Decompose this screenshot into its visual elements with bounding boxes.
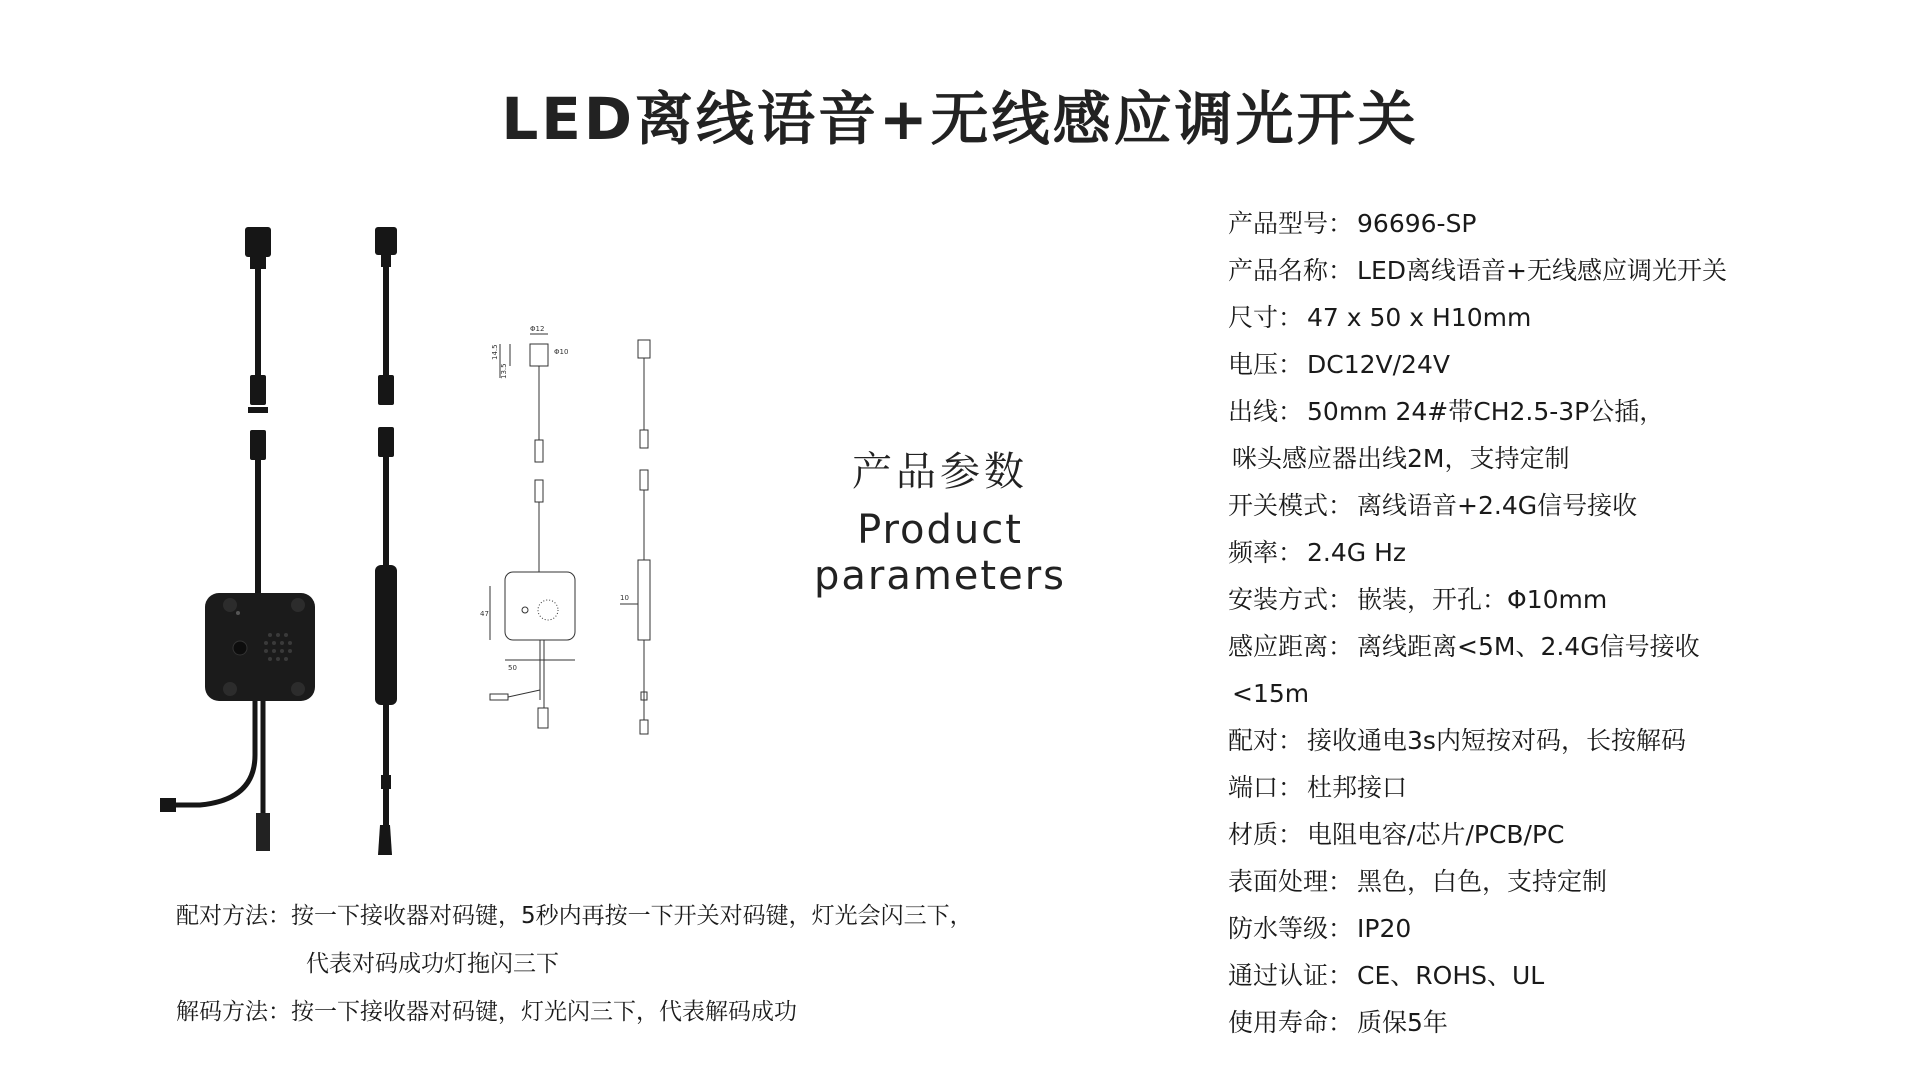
spec-row <box>1228 529 1828 576</box>
cable-left <box>245 227 271 607</box>
spec-value: 50mm 24#带CH2.5-3P公插， <box>1307 397 1665 426</box>
unpair-method-text: 按一下接收器对码键，灯光闪三下，代表解码成功 <box>291 999 797 1025</box>
spec-key: 产品名称： <box>1228 256 1354 285</box>
spec-value: <15m <box>1232 679 1310 708</box>
dim-13-5: 13.5 <box>500 363 508 379</box>
technical-drawing <box>470 320 700 750</box>
spec-key: 出线： <box>1228 397 1304 426</box>
spec-row <box>1228 858 1828 905</box>
spec-row <box>1228 764 1828 811</box>
unpair-method-label: 解码方法： <box>176 999 291 1025</box>
pair-method-row-2: 代表对码成功灯拖闪三下 <box>306 951 559 977</box>
spec-row <box>1228 999 1828 1046</box>
spec-row <box>1228 200 1828 247</box>
spec-row <box>1228 623 1828 670</box>
spec-key: 电压： <box>1228 350 1304 379</box>
pairing-instructions <box>176 892 1096 1036</box>
spec-value: 离线距离<5M、2.4G信号接收 <box>1357 632 1700 661</box>
dim-phi10: Φ10 <box>554 348 569 356</box>
spec-key: 材质： <box>1228 820 1304 849</box>
section-label <box>725 440 1155 599</box>
spec-value: 质保5年 <box>1357 1008 1448 1037</box>
spec-value: 嵌装，开孔：Φ10mm <box>1357 585 1608 614</box>
pair-method-row <box>176 892 1096 940</box>
spec-row <box>1228 294 1828 341</box>
spec-value: DC12V/24V <box>1307 350 1450 379</box>
dim-47: 47 <box>480 610 489 618</box>
spec-key: 表面处理： <box>1228 867 1354 896</box>
drawing-side-view <box>620 340 650 734</box>
page-title: LED离线语音+无线感应调光开关 <box>501 85 1419 153</box>
spec-value: 黑色，白色，支持定制 <box>1357 867 1608 896</box>
spec-key: 通过认证： <box>1228 961 1354 990</box>
spec-row <box>1228 388 1828 435</box>
box-wires <box>170 701 263 815</box>
spec-row <box>1228 341 1828 388</box>
spec-row <box>1228 905 1828 952</box>
spec-row <box>1228 435 1828 482</box>
spec-value: 离线语音+2.4G信号接收 <box>1357 491 1638 520</box>
receiver-box <box>205 593 315 701</box>
spec-value: LED离线语音+无线感应调光开关 <box>1357 256 1727 285</box>
spec-key: 安装方式： <box>1228 585 1354 614</box>
spec-key: 使用寿命： <box>1228 1008 1354 1037</box>
spec-value: 咪头感应器出线2M，支持定制 <box>1232 444 1570 473</box>
dim-10: 10 <box>620 594 629 602</box>
pair-method-label: 配对方法： <box>176 903 291 929</box>
cable-right <box>375 227 397 855</box>
section-label-cn: 产品参数 <box>852 449 1028 495</box>
drawing-front-view <box>490 334 575 728</box>
spec-row <box>1228 482 1828 529</box>
spec-value: CE、ROHS、UL <box>1357 961 1545 990</box>
spec-value: 电阻电容/芯片/PCB/PC <box>1307 820 1565 849</box>
spec-row <box>1228 952 1828 999</box>
spec-row <box>1228 717 1828 764</box>
spec-list <box>1228 200 1828 1046</box>
spec-key: 感应距离： <box>1228 632 1354 661</box>
spec-value: 接收通电3s内短按对码，长按解码 <box>1307 726 1686 755</box>
spec-key: 开关模式： <box>1228 491 1354 520</box>
spec-value: 47 x 50 x H10mm <box>1307 303 1532 332</box>
spec-key: 频率： <box>1228 538 1304 567</box>
dim-phi12: Φ12 <box>530 325 545 333</box>
spec-key: 防水等级： <box>1228 914 1354 943</box>
spec-value: 96696-SP <box>1357 209 1477 238</box>
spec-row <box>1228 576 1828 623</box>
spec-row <box>1228 670 1828 717</box>
spec-row <box>1228 247 1828 294</box>
spec-key: 配对： <box>1228 726 1304 755</box>
dim-50: 50 <box>508 664 517 672</box>
unpair-method-row <box>176 988 1096 1036</box>
spec-key: 尺寸： <box>1228 303 1304 332</box>
section-label-en: Product parameters <box>813 507 1066 599</box>
spec-value: 杜邦接口 <box>1307 773 1408 802</box>
spec-key: 产品型号： <box>1228 209 1354 238</box>
spec-value: IP20 <box>1357 914 1412 943</box>
dim-14-5: 14.5 <box>491 344 499 360</box>
pair-method-text: 按一下接收器对码键，5秒内再按一下开关对码键，灯光会闪三下， <box>291 903 973 929</box>
spec-key: 端口： <box>1228 773 1304 802</box>
spec-value: 2.4G Hz <box>1307 538 1407 567</box>
spec-row <box>1228 811 1828 858</box>
